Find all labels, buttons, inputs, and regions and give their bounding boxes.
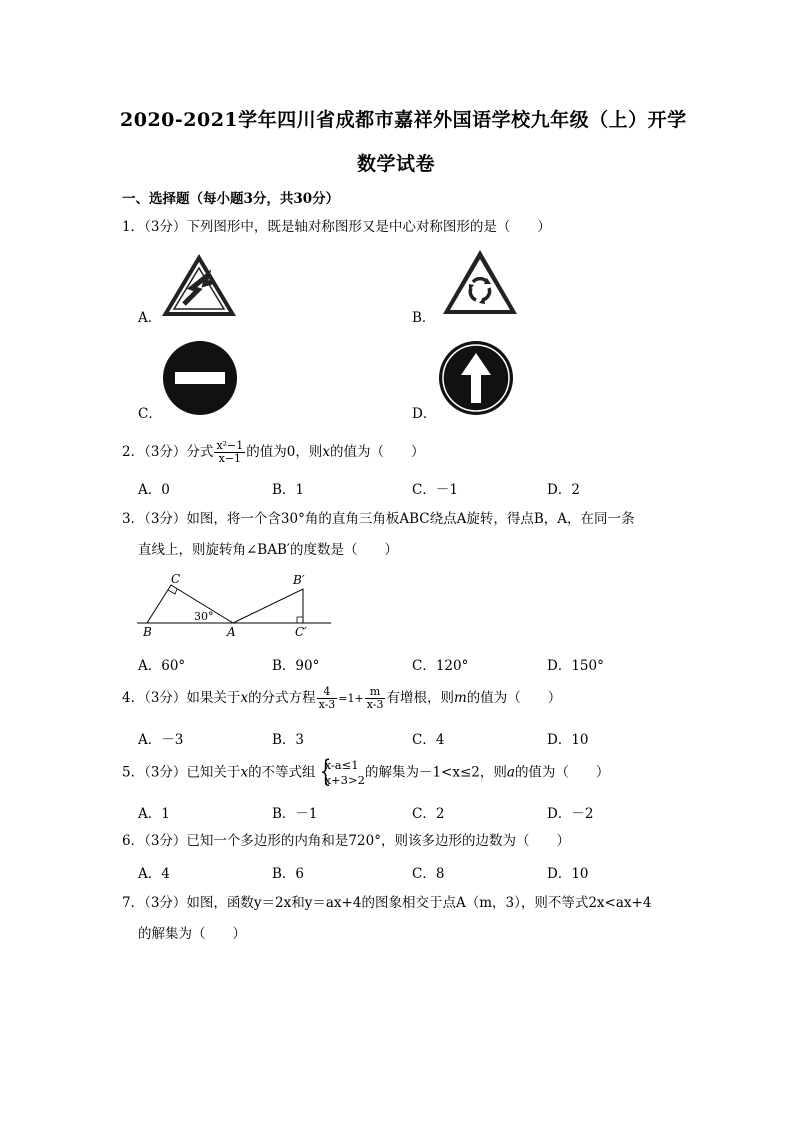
q5-stem-suffix-a: 的解集为－1<x≤2，则 [364,764,507,781]
q3-option-b: B．90° [272,658,320,674]
q4-option-c: C．4 [412,732,445,748]
q4-fraction-1 [317,686,338,711]
q4-option-d: D．10 [547,732,589,748]
q1-option-d-ahead-only-sign-icon [437,339,515,417]
q5-option-d: D．－2 [547,806,594,822]
q2-option-b: B．1 [272,482,305,498]
q4-option-a: A．－3 [138,732,184,748]
q1-option-b-roundabout-sign-icon [441,248,519,316]
q5-inequality-system [316,754,365,789]
question-7-stem-line2: 的解集为（ ） [138,926,246,942]
q6-option-a: A．4 [138,866,170,882]
q4-fraction-1-numerator: 4 [317,686,338,699]
q4-stem-middle: 的分式方程 [248,690,316,706]
question-6-stem: 6．（3分）已知一个多边形的内角和是720°，则该多边形的边数为（ ） [122,833,570,849]
q6-option-b: B．6 [272,866,305,882]
q5-brace: { [319,754,331,789]
q5-variable-x: x [240,764,249,781]
q1-option-d-label: D． [412,406,437,422]
q2-stem-middle: 的值为0，则 [246,444,323,460]
q6-option-c: C．8 [412,866,445,882]
q3-option-a: A．60° [138,658,186,674]
q1-option-b-label: B． [412,310,436,326]
q4-fraction-2-denominator: x-3 [366,698,384,711]
question-2-stem [122,440,425,465]
q4-stem-suffix-b: 的值为（ ） [466,690,562,706]
q4-variable-x: x [240,690,249,706]
q3-rotation-figure [135,568,335,640]
q1-option-c-label: C． [138,406,162,422]
q4-fraction-2-numerator: m [365,686,386,699]
paper-title-line1: 2020-2021学年四川省成都市嘉祥外国语学校九年级（上）开学 [120,109,687,131]
q3-label-a: A [227,625,236,639]
q2-fraction-numerator: x²−1 [216,439,244,452]
q4-equals-one-plus: =1+ [338,692,364,705]
q2-option-a: A．0 [138,482,170,498]
q3-label-c-prime: C′ [295,625,307,639]
question-3-stem-line1: 3．（3分）如图，将一个含30°角的直角三角板ABC绕点A旋转，得点B，A，在同一条 [122,511,635,527]
q5-option-c: C．2 [412,806,445,822]
q3-option-c: C．120° [412,658,469,674]
q4-option-b: B．3 [272,732,305,748]
q4-fraction-1-denominator: x-3 [318,698,336,711]
q2-stem-prefix: 2．（3分）分式 [122,444,214,460]
q6-option-d: D．10 [547,866,589,882]
q2-option-d: D．2 [547,482,580,498]
q4-fraction-2 [365,686,386,711]
q5-inequality-1: x-a≤1 [324,758,359,772]
q3-option-d: D．150° [547,658,604,674]
q5-option-b: B．－1 [272,806,318,822]
question-3-stem-line2: 直线上，则旋转角∠BAB′的度数是（ ） [138,542,398,558]
question-4-stem [122,686,561,711]
q3-angle-label: 30° [194,610,214,623]
q5-inequality-2: x+3>2 [324,773,365,787]
q2-variable: x [322,444,330,460]
q4-stem-prefix: 4．（3分）如果关于 [122,690,241,706]
question-7-stem-line1: 7．（3分）如图，函数y＝2x和y＝ax+4的图象相交于点A（m，3），则不等式2x<ax+4 [122,895,652,911]
section-heading: 一、选择题（每小题3分，共30分） [122,191,340,207]
q3-triangle-abc [147,585,233,623]
q3-triangle-ab-c-prime [233,589,303,623]
q5-variable-a: a [506,764,515,781]
q2-fraction-denominator: x−1 [218,452,242,465]
q3-label-c: C [171,572,181,586]
q5-stem-middle: 的不等式组 [248,764,316,781]
q2-fraction [214,440,245,465]
q3-label-b-prime: B′ [293,573,305,587]
q1-option-c-no-entry-sign-icon [161,339,239,417]
q4-stem-suffix-a: 有增根，则 [386,690,454,706]
q2-option-c: C．－1 [412,482,458,498]
q5-stem-suffix-b: 的值为（ ） [514,764,610,781]
q5-stem-prefix: 5．（3分）已知关于 [122,764,241,781]
q2-stem-suffix: 的值为（ ） [330,444,425,460]
q3-label-b: B [143,625,152,639]
question-1-stem: 1．（3分）下列图形中，既是轴对称图形又是中心对称图形的是（ ） [122,219,551,235]
q4-variable-m: m [453,690,467,706]
q1-option-a-label: A． [138,310,162,326]
q1-option-a-warning-sign-icon [160,252,238,318]
paper-title-line2: 数学试卷 [357,153,436,175]
q5-option-a: A．1 [138,806,170,822]
question-5-stem [122,754,610,789]
